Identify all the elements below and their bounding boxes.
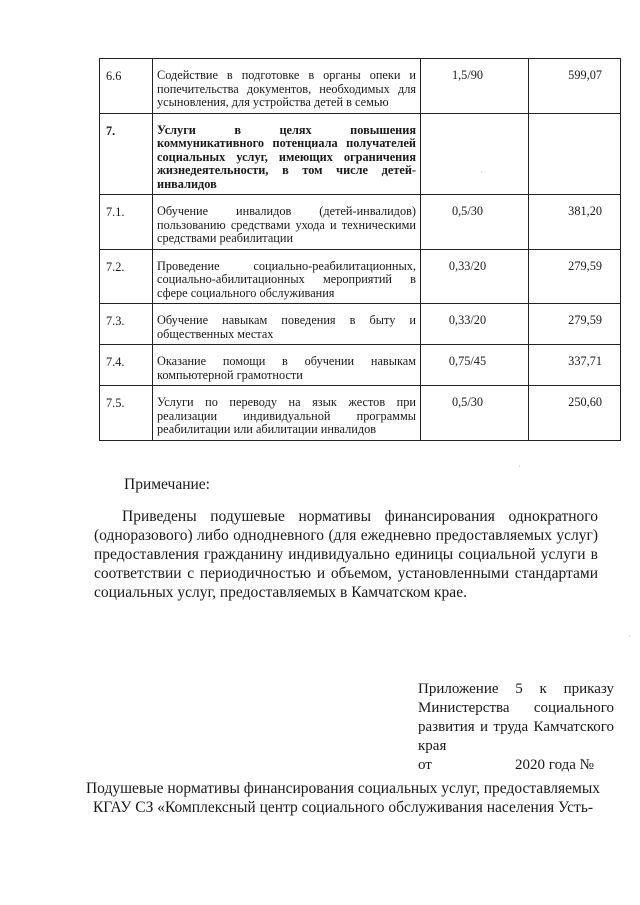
norm-value: 0,5/30 xyxy=(421,195,529,250)
service-name: Проведение социально-реабилитационных, социально-абилитационных мероприятий в сфере социального обслуживания xyxy=(153,249,421,304)
price-value: 381,20 xyxy=(529,195,621,250)
appendix-date: 2020 года № xyxy=(515,757,594,773)
row-number: 7. xyxy=(100,113,153,195)
note-text: Приведены подушевые нормативы финансирования однократного (одноразового) либо однодневного (для ежедневно предоставляемых услуг) предоставления гражданину индивидуально единицы социальной услуги в соответствии с периодичностью и объемом, установленными стандартами социальных услуг, предоставляемых в Камчатском крае. xyxy=(94,508,598,601)
scan-mark: · xyxy=(480,168,483,177)
appendix-header xyxy=(418,680,614,775)
norm-value: 0,33/20 xyxy=(421,249,529,304)
appendix-from: от xyxy=(418,757,432,773)
table-row xyxy=(100,304,621,345)
price-value xyxy=(529,113,621,195)
norm-value: 0,75/45 xyxy=(421,345,529,386)
price-value: 279,59 xyxy=(529,304,621,345)
row-number: 7.3. xyxy=(100,304,153,345)
document-title: Подушевые нормативы финансирования социальных услуг, предоставляемых КГАУ СЗ «Комплексный центр социального обслуживания населения Усть- xyxy=(85,780,601,816)
table-row xyxy=(100,59,621,114)
service-name: Услуги по переводу на язык жестов при реализации индивидуальной программы реабилитации или абилитации инвалидов xyxy=(153,386,421,441)
services-table xyxy=(99,58,621,441)
table-row xyxy=(100,386,621,441)
scan-mark: · xyxy=(628,632,631,641)
service-name: Услуги в целях повышения коммуникативного потенциала получателей социальных услуг, имеющих ограничения жизнедеятельности, в том числе детей-инвалидов xyxy=(153,113,421,195)
norm-value xyxy=(421,113,529,195)
service-name: Обучение навыкам поведения в быту и общественных местах xyxy=(153,304,421,345)
price-value: 250,60 xyxy=(529,386,621,441)
table-row xyxy=(100,249,621,304)
norm-value: 1,5/90 xyxy=(421,59,529,114)
table-row xyxy=(100,345,621,386)
row-number: 6.6 xyxy=(100,59,153,114)
service-name: Содействие в подготовке в органы опеки и попечительства документов, необходимых для усыновления, для устройства детей в семью xyxy=(153,59,421,114)
norm-value: 0,33/20 xyxy=(421,304,529,345)
service-name: Оказание помощи в обучении навыкам компьютерной грамотности xyxy=(153,345,421,386)
note-label: Примечание: xyxy=(124,476,210,493)
price-value: 599,07 xyxy=(529,59,621,114)
appendix-date-line xyxy=(418,756,594,775)
row-number: 7.1. xyxy=(100,195,153,250)
appendix-line: Приложение 5 к приказу Министерства социального развития и труда Камчатского края xyxy=(418,681,614,754)
row-number: 7.5. xyxy=(100,386,153,441)
price-value: 279,59 xyxy=(529,249,621,304)
scan-mark: · xyxy=(518,462,521,471)
table-row xyxy=(100,113,621,195)
norm-value: 0,5/30 xyxy=(421,386,529,441)
service-name: Обучение инвалидов (детей-инвалидов) пользованию средствами ухода и техническими средствами реабилитации xyxy=(153,195,421,250)
row-number: 7.4. xyxy=(100,345,153,386)
price-value: 337,71 xyxy=(529,345,621,386)
row-number: 7.2. xyxy=(100,249,153,304)
table-row xyxy=(100,195,621,250)
